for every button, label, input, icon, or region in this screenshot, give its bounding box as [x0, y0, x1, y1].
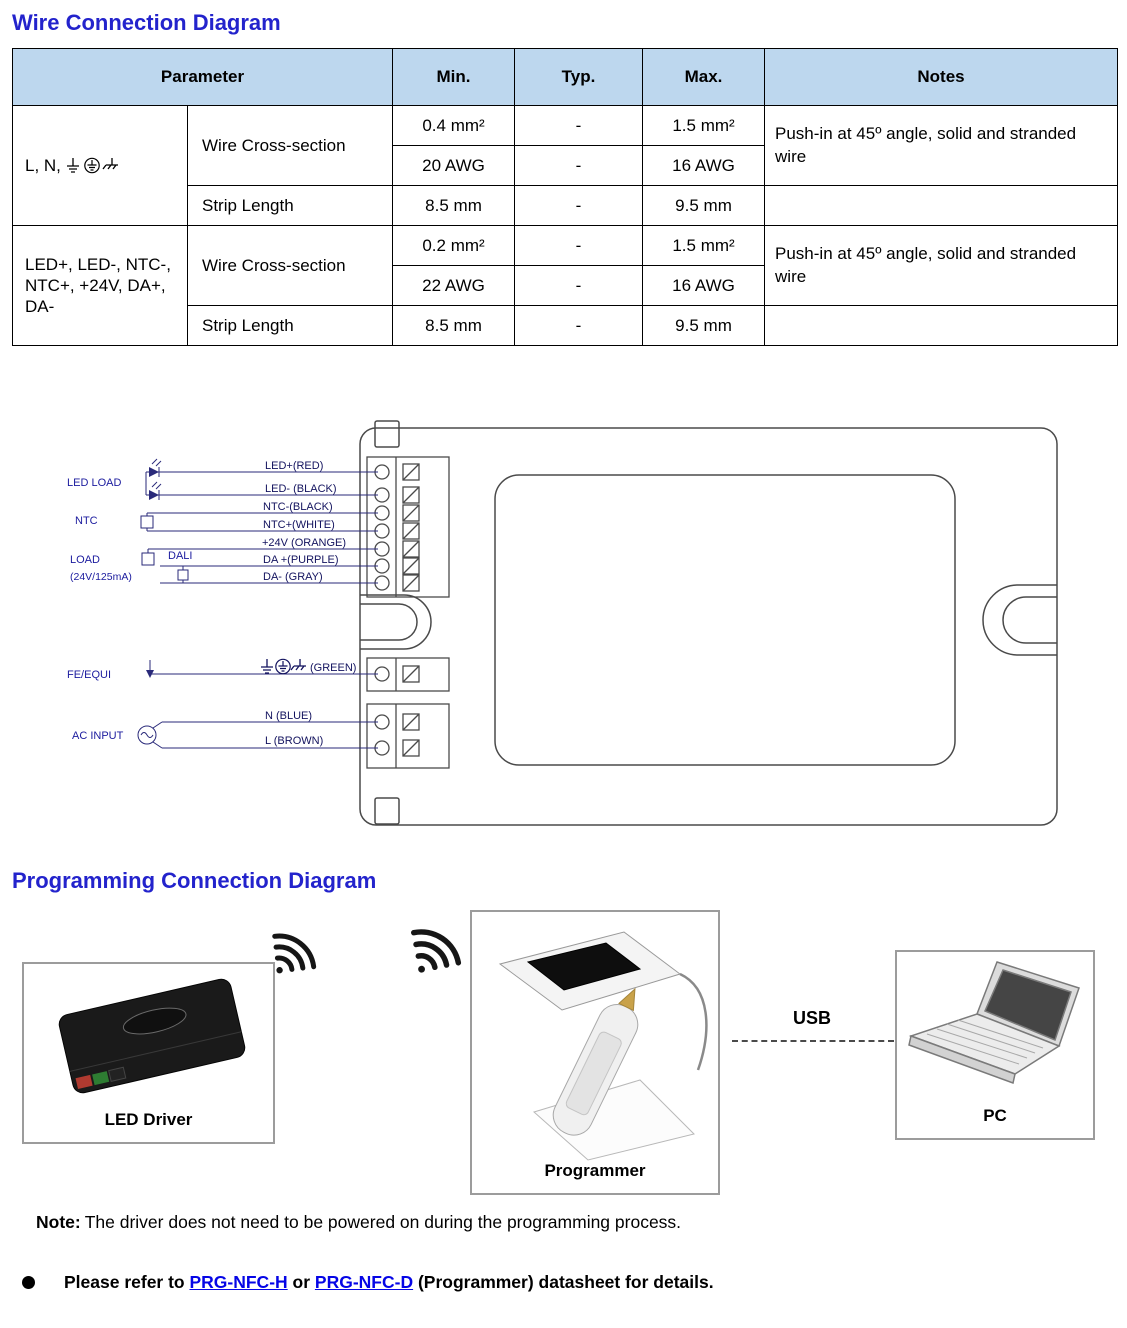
pc-image — [897, 952, 1093, 1112]
label-dali: DALI — [168, 550, 193, 562]
note-line — [36, 1212, 681, 1233]
cell-notes: Push-in at 45º angle, solid and stranded wire — [765, 226, 1118, 306]
link-prg-nfc-h[interactable]: PRG-NFC-H — [189, 1272, 288, 1292]
led-driver-image — [24, 964, 273, 1114]
bullet-pre: Please refer to — [64, 1272, 190, 1292]
note-label: Note: — [36, 1212, 81, 1232]
usb-dashed-line — [732, 1040, 894, 1042]
bullet-mid: or — [287, 1272, 315, 1292]
cell-notes-empty — [765, 306, 1118, 346]
dali-icon — [178, 570, 188, 580]
wire-label-ntc-minus: NTC-(BLACK) — [263, 501, 333, 513]
wire-label-ground: (GREEN) — [310, 662, 357, 674]
cell-min: 20 AWG — [393, 146, 515, 186]
param-ln-text: L, N, — [25, 155, 61, 175]
table-header-row — [13, 49, 1118, 106]
cell-typ: - — [515, 106, 643, 146]
cell-min: 0.2 mm² — [393, 226, 515, 266]
cell-max: 9.5 mm — [643, 186, 765, 226]
wire-section-title: Wire Connection Diagram — [12, 10, 281, 35]
wire-label-l: L (BROWN) — [265, 735, 324, 747]
wire-spec-table — [12, 48, 1118, 346]
wiring-diagram — [0, 360, 1127, 835]
led-driver-panel — [22, 962, 275, 1144]
programmer-label: Programmer — [544, 1161, 646, 1180]
sub-param-cell: Strip Length — [188, 186, 393, 226]
wire-label-da-plus: DA +(PURPLE) — [263, 554, 339, 566]
programmer-image — [472, 912, 718, 1164]
cell-notes: Push-in at 45º angle, solid and stranded wire — [765, 106, 1118, 186]
cell-max: 1.5 mm² — [643, 106, 765, 146]
sub-param-cell: Strip Length — [188, 306, 393, 346]
note-text: The driver does not need to be powered on during the programming process. — [84, 1212, 682, 1232]
led-driver-label: LED Driver — [104, 1110, 193, 1129]
sub-param-cell: Wire Cross-section — [188, 106, 393, 186]
led-diode-icon — [149, 490, 159, 500]
link-prg-nfc-d[interactable]: PRG-NFC-D — [314, 1272, 414, 1292]
programming-section-title: Programming Connection Diagram — [12, 868, 377, 893]
pc-panel — [895, 950, 1095, 1140]
wire-label-n: N (BLUE) — [265, 710, 313, 722]
label-load-rating: (24V/125mA) — [70, 571, 132, 583]
wire-label-led-plus: LED+(RED) — [265, 460, 324, 472]
col-header-typ: Typ. — [515, 49, 643, 106]
label-load: LOAD — [70, 554, 100, 566]
label-fe-equi: FE/EQUI — [67, 669, 112, 681]
cell-max: 9.5 mm — [643, 306, 765, 346]
cell-max: 16 AWG — [643, 266, 765, 306]
wire-label-led-minus: LED- (BLACK) — [265, 483, 337, 495]
wire-label-da-minus: DA- (GRAY) — [263, 571, 323, 583]
load-icon — [142, 553, 154, 565]
wire-lines — [138, 459, 378, 748]
cell-typ: - — [515, 306, 643, 346]
param-cell-led: LED+, LED-, NTC-, NTC+, +24V, DA+, DA- — [13, 226, 188, 346]
cell-typ: - — [515, 266, 643, 306]
programmer-panel — [470, 910, 720, 1195]
wire-label-ntc-plus: NTC+(WHITE) — [263, 519, 335, 531]
bullet-text — [64, 1272, 714, 1293]
pc-label: PC — [983, 1106, 1007, 1125]
sub-param-cell: Wire Cross-section — [188, 226, 393, 306]
wifi-icon — [255, 915, 341, 989]
col-header-max: Max. — [643, 49, 765, 106]
cell-typ: - — [515, 226, 643, 266]
cell-min: 8.5 mm — [393, 306, 515, 346]
terminal-blocks — [367, 457, 449, 768]
col-header-notes: Notes — [765, 49, 1118, 106]
col-header-parameter: Parameter — [13, 49, 393, 106]
col-header-min: Min. — [393, 49, 515, 106]
ground-icons — [64, 156, 122, 175]
cell-typ: - — [515, 146, 643, 186]
param-cell-ln — [13, 106, 188, 226]
cell-min: 8.5 mm — [393, 186, 515, 226]
wire-label-24v: +24V (ORANGE) — [262, 537, 347, 549]
label-ntc: NTC — [75, 515, 98, 527]
ntc-resistor-icon — [141, 516, 153, 528]
usb-label: USB — [792, 1008, 831, 1028]
label-ac-input: AC INPUT — [72, 730, 124, 742]
bullet-icon — [22, 1276, 35, 1289]
table-row — [13, 226, 1118, 266]
cell-min: 0.4 mm² — [393, 106, 515, 146]
bullet-line — [22, 1272, 714, 1293]
cell-min: 22 AWG — [393, 266, 515, 306]
led-diode-icon — [149, 467, 159, 477]
cell-max: 16 AWG — [643, 146, 765, 186]
label-led-load: LED LOAD — [67, 477, 122, 489]
table-row — [13, 106, 1118, 146]
cell-notes-empty — [765, 186, 1118, 226]
cell-max: 1.5 mm² — [643, 226, 765, 266]
cell-typ: - — [515, 186, 643, 226]
driver-case-outline — [360, 421, 1057, 825]
ground-icons — [261, 659, 306, 674]
bullet-post: (Programmer) datasheet for details. — [413, 1272, 714, 1292]
